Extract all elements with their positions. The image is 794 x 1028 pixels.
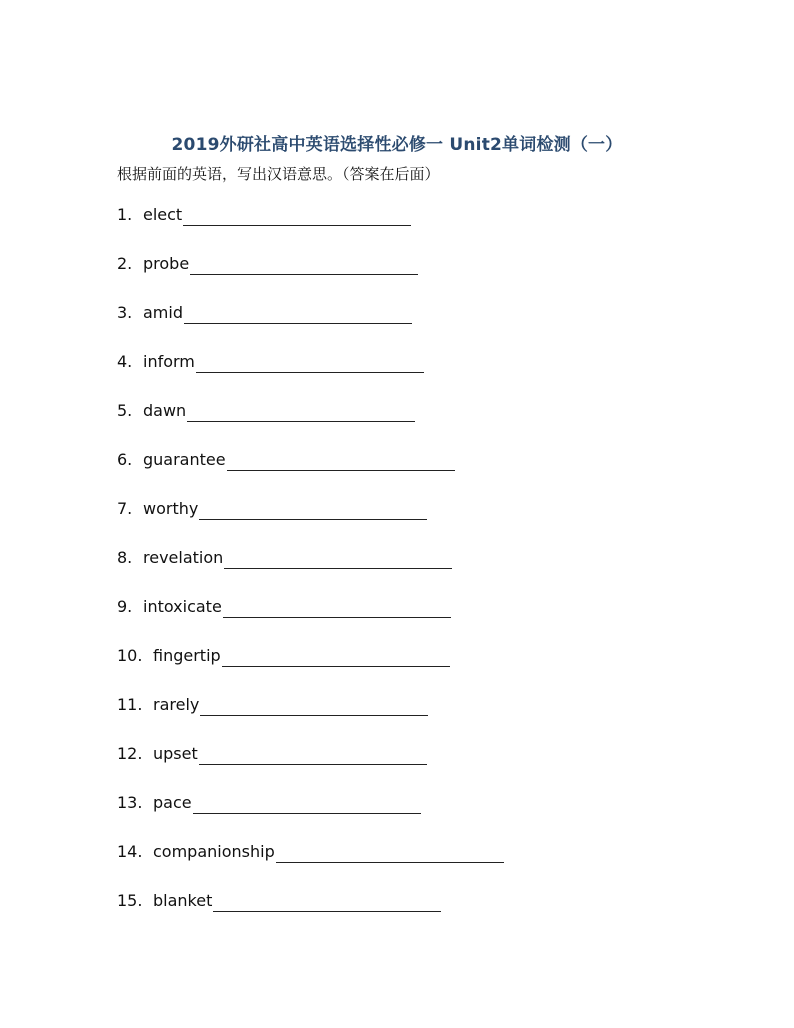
vocab-item bbox=[117, 499, 504, 548]
vocab-item bbox=[117, 303, 504, 352]
vocab-item bbox=[117, 744, 504, 793]
item-number: 4. bbox=[117, 352, 133, 371]
item-number: 6. bbox=[117, 450, 133, 469]
item-number: 8. bbox=[117, 548, 133, 567]
item-word: guarantee bbox=[143, 450, 226, 469]
vocab-item bbox=[117, 401, 504, 450]
item-number: 7. bbox=[117, 499, 133, 518]
answer-blank[interactable] bbox=[200, 695, 428, 716]
answer-blank[interactable] bbox=[224, 548, 452, 569]
item-word: probe bbox=[143, 254, 190, 273]
item-word: companionship bbox=[153, 842, 275, 861]
item-number: 10. bbox=[117, 646, 143, 665]
vocab-item bbox=[117, 891, 504, 940]
item-number: 13. bbox=[117, 793, 143, 812]
answer-blank[interactable] bbox=[227, 450, 455, 471]
item-number: 14. bbox=[117, 842, 143, 861]
item-number: 9. bbox=[117, 597, 133, 616]
item-word: intoxicate bbox=[143, 597, 222, 616]
item-number: 1. bbox=[117, 205, 133, 224]
item-word: amid bbox=[143, 303, 183, 322]
answer-blank[interactable] bbox=[276, 842, 504, 863]
answer-blank[interactable] bbox=[222, 646, 450, 667]
answer-blank[interactable] bbox=[213, 891, 441, 912]
vocab-item bbox=[117, 842, 504, 891]
vocab-item bbox=[117, 646, 504, 695]
answer-blank[interactable] bbox=[223, 597, 451, 618]
vocab-item bbox=[117, 254, 504, 303]
vocab-item bbox=[117, 548, 504, 597]
item-number: 3. bbox=[117, 303, 133, 322]
vocab-item bbox=[117, 597, 504, 646]
answer-blank[interactable] bbox=[193, 793, 421, 814]
item-word: revelation bbox=[143, 548, 224, 567]
instruction-text: 根据前面的英语，写出汉语意思。（答案在后面） bbox=[117, 165, 440, 183]
item-word: worthy bbox=[143, 499, 199, 518]
item-number: 5. bbox=[117, 401, 133, 420]
item-word: pace bbox=[153, 793, 192, 812]
answer-blank[interactable] bbox=[184, 303, 412, 324]
vocab-item bbox=[117, 793, 504, 842]
item-number: 15. bbox=[117, 891, 143, 910]
answer-blank[interactable] bbox=[196, 352, 424, 373]
item-word: upset bbox=[153, 744, 198, 763]
item-word: elect bbox=[143, 205, 183, 224]
item-word: inform bbox=[143, 352, 195, 371]
vocab-item bbox=[117, 352, 504, 401]
answer-blank[interactable] bbox=[199, 744, 427, 765]
item-word: dawn bbox=[143, 401, 187, 420]
item-number: 12. bbox=[117, 744, 143, 763]
item-number: 2. bbox=[117, 254, 133, 273]
item-word: blanket bbox=[153, 891, 213, 910]
item-word: rarely bbox=[153, 695, 200, 714]
answer-blank[interactable] bbox=[183, 205, 411, 226]
vocab-item bbox=[117, 450, 504, 499]
answer-blank[interactable] bbox=[187, 401, 415, 422]
page-title: 2019外研社高中英语选择性必修一 Unit2单词检测（一） bbox=[171, 135, 623, 155]
item-number: 11. bbox=[117, 695, 143, 714]
vocabulary-list bbox=[117, 205, 504, 940]
answer-blank[interactable] bbox=[199, 499, 427, 520]
item-word: fingertip bbox=[153, 646, 221, 665]
vocab-item bbox=[117, 695, 504, 744]
vocab-item bbox=[117, 205, 504, 254]
answer-blank[interactable] bbox=[190, 254, 418, 275]
